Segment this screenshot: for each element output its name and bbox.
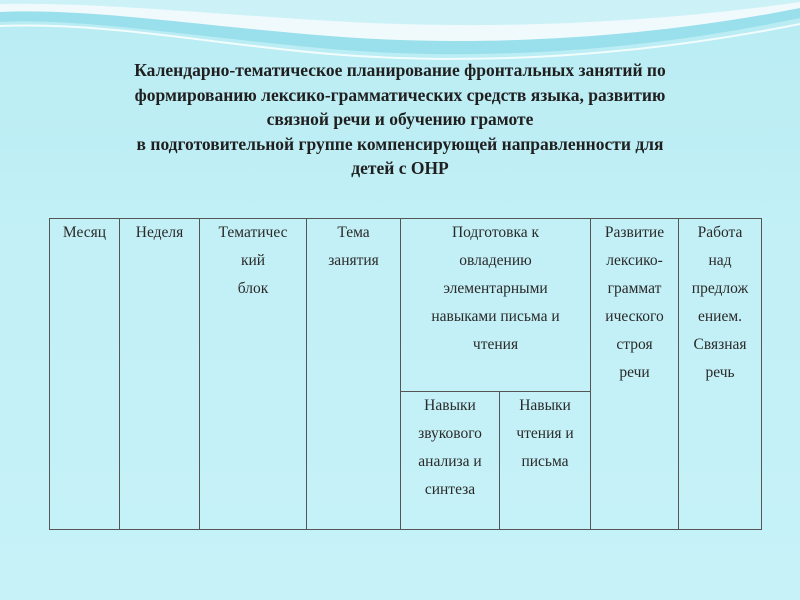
title-line: связной речи и обучению грамоте bbox=[266, 109, 534, 129]
header-week: Неделя bbox=[120, 219, 200, 530]
header-thematic-block: Тематичес кий блок bbox=[200, 219, 307, 530]
header-topic: Тема занятия bbox=[307, 219, 401, 530]
page-title bbox=[40, 58, 760, 181]
header-month: Месяц bbox=[50, 219, 120, 530]
subheader-reading-writing: Навыки чтения и письма bbox=[500, 392, 591, 530]
title-line: детей с ОНР bbox=[351, 158, 449, 178]
title-line: Календарно-тематическое планирование фронтальных занятий по bbox=[134, 60, 666, 80]
header-lexical-grammar: Развитие лексико- граммат ического строя речи bbox=[591, 219, 679, 530]
planning-table bbox=[49, 218, 762, 530]
title-line: в подготовительной группе компенсирующей направленности для bbox=[136, 133, 664, 154]
header-literacy-prep: Подготовка к овладению элементарными навыками письма и чтения bbox=[401, 219, 591, 392]
title-line: формированию лексико-грамматических средств языка, развитию bbox=[134, 84, 666, 105]
subheader-sound-analysis: Навыки звукового анализа и синтеза bbox=[401, 392, 500, 530]
header-sentence-work: Работа над предлож ением. Связная речь bbox=[679, 219, 762, 530]
